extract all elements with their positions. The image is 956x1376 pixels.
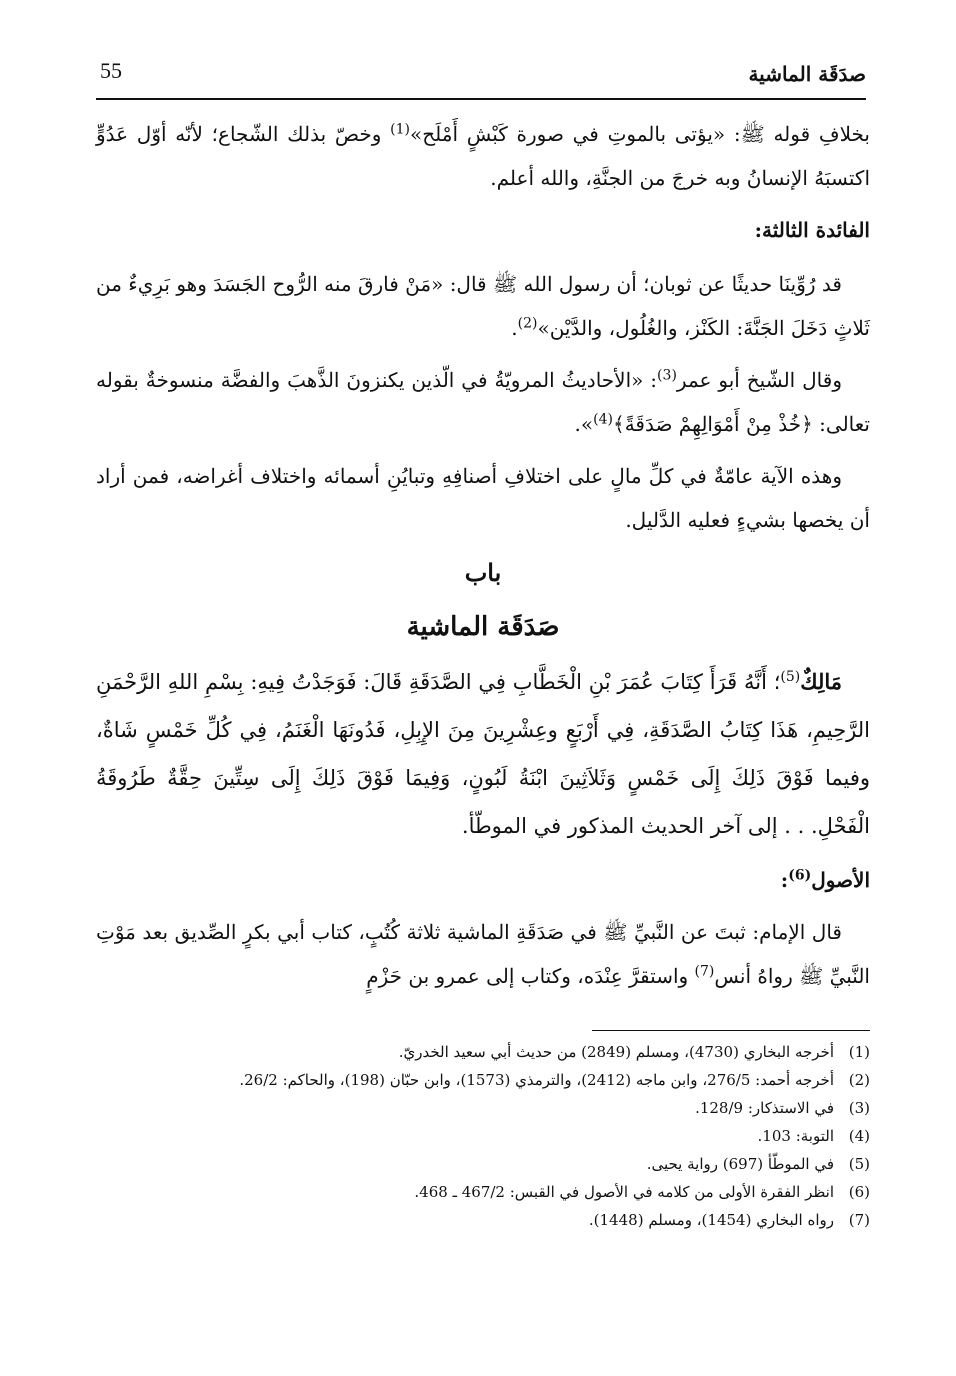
hadith-narrator: مَالِكٌ bbox=[800, 669, 842, 694]
paragraph-1-rest: وخصّ بذلك الشّجاع؛ لأنّه أوّل عَدُوٍّ اكتسبَهُ الإنسانُ وبه خرجَ من الجنَّةِ، والله أعلم. bbox=[96, 122, 870, 190]
chapter-title: صَدَقَة الماشية bbox=[406, 612, 560, 642]
footnote-text: انظر الفقرة الأولى من كلامه في الأصول في القبس: 467/2 ـ 468. bbox=[414, 1183, 834, 1201]
footnote-text: في الاستذكار: 128/9. bbox=[695, 1099, 834, 1117]
running-title: صدَقَة الماشية bbox=[748, 62, 866, 86]
footnote-number: (3) bbox=[848, 1099, 870, 1117]
footnote bbox=[96, 1040, 870, 1065]
footnote-divider bbox=[592, 1030, 870, 1031]
footnote bbox=[96, 1208, 870, 1233]
footnote-number: (6) bbox=[848, 1183, 870, 1201]
footnote-ref-1: (1) bbox=[390, 121, 410, 138]
paragraph-3 bbox=[96, 358, 870, 446]
paragraph-3-text-b: : «الأحاديثُ المرويّةُ في الّذين يكنزونَ الذَّهبَ والفضَّة منسوخةٌ بقوله تعالى: ﴿خُذْ مِنْ أَمْوَالِهِمْ صَدَقَةً﴾ bbox=[96, 368, 870, 436]
footnote bbox=[96, 1180, 870, 1205]
usul-heading bbox=[96, 858, 870, 902]
footnote-number: (7) bbox=[848, 1211, 870, 1229]
page-header bbox=[96, 58, 866, 100]
footnote-ref-6: (6) bbox=[788, 867, 812, 884]
paragraph-2-rest: . bbox=[511, 316, 518, 340]
paragraph-1-text: بخلافِ قوله ﷺ: «يؤتى بالموتِ في صورة كَبْشٍ أَمْلَح» bbox=[409, 122, 871, 146]
main-text bbox=[96, 112, 870, 1006]
chapter-label: باب bbox=[464, 558, 502, 587]
footnote-ref-3: (3) bbox=[657, 367, 677, 384]
paragraph-4: وهذه الآية عامّةٌ في كلِّ مالٍ على اختلافِ أصنافِهِ وتبايُنِ أسمائه واختلاف أغراضه، فمن أراد أن يخصها بشيءٍ فعليه الدَّليل. bbox=[96, 464, 870, 532]
footnote-ref-5: (5) bbox=[780, 669, 801, 685]
paragraph-3-text-c: ». bbox=[574, 412, 594, 436]
footnote-number: (5) bbox=[848, 1155, 870, 1173]
footnote-text: أخرجه أحمد: 276/5، وابن ماجه (2412)، والترمذي (1573)، وابن حبّان (198)، والحاكم: 26/2. bbox=[239, 1071, 834, 1089]
footnote bbox=[96, 1152, 870, 1177]
paragraph-5 bbox=[96, 910, 870, 998]
footnote-ref-4: (4) bbox=[593, 411, 613, 428]
footnote bbox=[96, 1124, 870, 1149]
footnote-text: التوبة: 103. bbox=[757, 1127, 834, 1145]
paragraph-2 bbox=[96, 262, 870, 350]
usul-label: الأصول bbox=[811, 868, 870, 892]
usul-colon: : bbox=[780, 868, 789, 892]
footnote bbox=[96, 1096, 870, 1121]
footnote-ref-2: (2) bbox=[517, 315, 538, 332]
footnote-number: (2) bbox=[848, 1071, 870, 1089]
paragraph-2-text: قد رُوِّينَا حديثًا عن ثوبان؛ أن رسول الله ﷺ قال: «مَنْ فارقَ منه الرُّوح الجَسَدَ وهو بَرِيءٌ من ثَلاثٍ دَخَلَ الجَنَّةَ: الكَنْز، والغُلُول، والدَّيْن» bbox=[96, 272, 870, 340]
footnote-number: (4) bbox=[848, 1127, 870, 1145]
paragraph-5-text-b: واستقرَّ عِنْدَه، وكتاب إلى عمرو بن حَزْمٍ bbox=[366, 964, 695, 988]
footnote-ref-7: (7) bbox=[694, 963, 715, 980]
footnotes bbox=[96, 1040, 870, 1236]
page-number: 55 bbox=[100, 58, 122, 83]
footnote-text: أخرجه البخاري (4730)، ومسلم (2849) من حديث أبي سعيد الخدريّ. bbox=[398, 1043, 834, 1061]
paragraph-3-text-a: وقال الشّيخ أبو عمر bbox=[676, 368, 842, 392]
footnote bbox=[96, 1068, 870, 1093]
hadith-text bbox=[96, 658, 870, 850]
footnote-text: رواه البخاري (1454)، ومسلم (1448). bbox=[588, 1211, 834, 1229]
paragraph-1 bbox=[96, 112, 870, 200]
paragraph-5-text-a: قال الإمام: ثبتَ عن النَّبيِّ ﷺ في صَدَقَةِ الماشية ثلاثة كُتُبٍ، كتاب أبي بكرٍ الصِّديق بعد مَوْتِ النَّبيِّ ﷺ رواهُ أنس bbox=[96, 920, 870, 988]
hadith-body: ؛ أَنَّهُ قَرَأَ كِتَابَ عُمَرَ بْنِ الْخَطَّابِ فِي الصَّدَقَةِ قَالَ: فَوَجَدْتُ فِيهِ: بِسْمِ اللهِ الرَّحْمَنِ الرَّحِيمِ، هَذَا كِتَابُ الصَّدَقَةِ، فِي أَرْبَعٍ وعِشْرِينَ مِنَ الإِبِلِ، فَدُونَهَا الْغَنَمُ، فِي كُلِّ خَمْسٍ شَاةٌ، وفيما فَوْقَ ذَلِكَ إِلَى خَمْسٍ وَثَلاَثِينَ ابْنَةُ لَبُونٍ، وَفِيمَا فَوْقَ ذَلِكَ إِلَى سِتِّينَ حِقَّةٌ طَرُوقَةُ الْفَحْلِ. . . إلى آخر الحديث المذكور في الموطّأ. bbox=[96, 670, 870, 838]
footnote-number: (1) bbox=[848, 1043, 870, 1061]
subheading-third-benefit: الفائدة الثالثة: bbox=[754, 218, 870, 242]
footnote-text: في الموطّأ (697) رواية يحيى. bbox=[646, 1155, 834, 1173]
